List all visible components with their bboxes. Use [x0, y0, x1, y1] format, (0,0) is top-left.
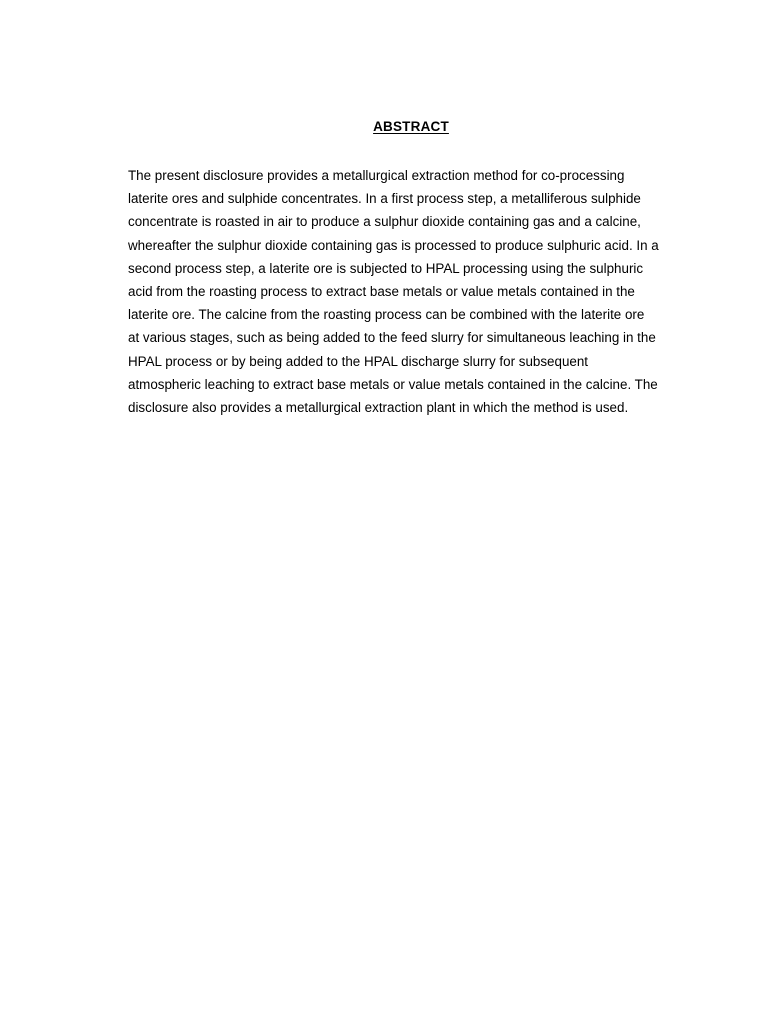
abstract-body: [128, 164, 703, 419]
abstract-line: concentrate is roasted in air to produce a sulphur dioxide containing gas and a calcine,: [128, 214, 641, 230]
abstract-line: disclosure also provides a metallurgical extraction plant in which the method is used.: [128, 400, 629, 416]
abstract-line: at various stages, such as being added to the feed slurry for simultaneous leaching in the: [128, 330, 656, 346]
abstract-line: second process step, a laterite ore is subjected to HPAL processing using the sulphuric: [128, 260, 644, 276]
abstract-heading: ABSTRACT: [373, 119, 449, 134]
abstract-line: The present disclosure provides a metallurgical extraction method for co-processing: [128, 168, 625, 183]
abstract-line: HPAL process or by being added to the HPAL discharge slurry for subsequent: [128, 353, 589, 369]
abstract-line: atmospheric leaching to extract base metals or value metals contained in the calcine. The: [128, 376, 658, 392]
abstract-line: laterite ores and sulphide concentrates. In a first process step, a metalliferous sulphide: [128, 191, 641, 207]
abstract-line: laterite ore. The calcine from the roasting process can be combined with the laterite ore: [128, 307, 645, 323]
abstract-line: whereafter the sulphur dioxide containing gas is processed to produce sulphuric acid. In a: [128, 237, 659, 253]
abstract-line: acid from the roasting process to extract base metals or value metals contained in the: [128, 284, 635, 300]
